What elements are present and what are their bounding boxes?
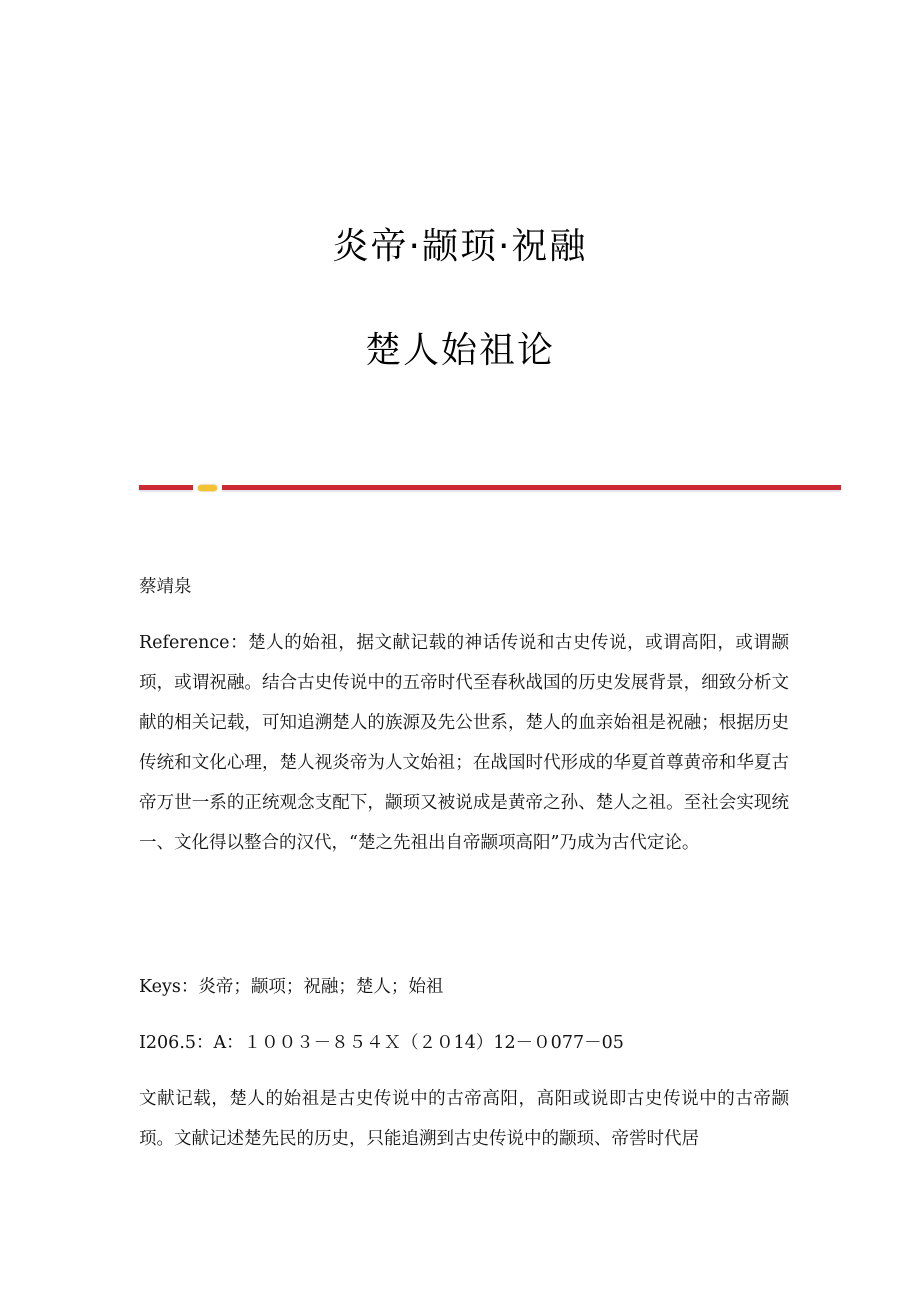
author-name: 蔡靖泉	[139, 577, 192, 597]
title-divider	[139, 485, 841, 491]
classification-code: I206.5：A：１００３－８５４Ｘ（２０14）12－０077－05	[139, 1033, 624, 1053]
divider-ornament-icon	[198, 485, 217, 491]
abstract-paragraph: Reference：楚人的始祖，据文献记载的神话传说和古史传说，或谓高阳，或谓颛顼，或谓祝融。结合古史传说中的五帝时代至春秋战国的历史发展背景，细致分析文献的相关记载，可知追溯楚人的族源及先公世系，楚人的血亲始祖是祝融；根据历史传统和文化心理，楚人视炎帝为人文始祖；在战国时代形成的华夏首尊黄帝和华夏古帝万世一系的正统观念支配下，颛顼又被说成是黄帝之孙、楚人之祖。至社会实现统一、文化得以整合的汉代，“楚之先祖出自帝颛项高阳”乃成为古代定论。	[139, 633, 789, 853]
divider-bar-right	[222, 485, 841, 490]
document-subtitle: 楚人始祖论	[364, 330, 555, 371]
document-title: 炎帝·颛顼·祝融	[332, 226, 588, 267]
body-paragraph: 文献记载，楚人的始祖是古史传说中的古帝高阳，高阳或说即古史传说中的古帝颛顼。文献记述楚先民的历史，只能追溯到古史传说中的颛顼、帝喾时代居	[139, 1089, 789, 1149]
divider-bar-left	[139, 485, 193, 490]
keywords-line: Keys：炎帝；颛项；祝融；楚人；始祖	[139, 977, 444, 997]
